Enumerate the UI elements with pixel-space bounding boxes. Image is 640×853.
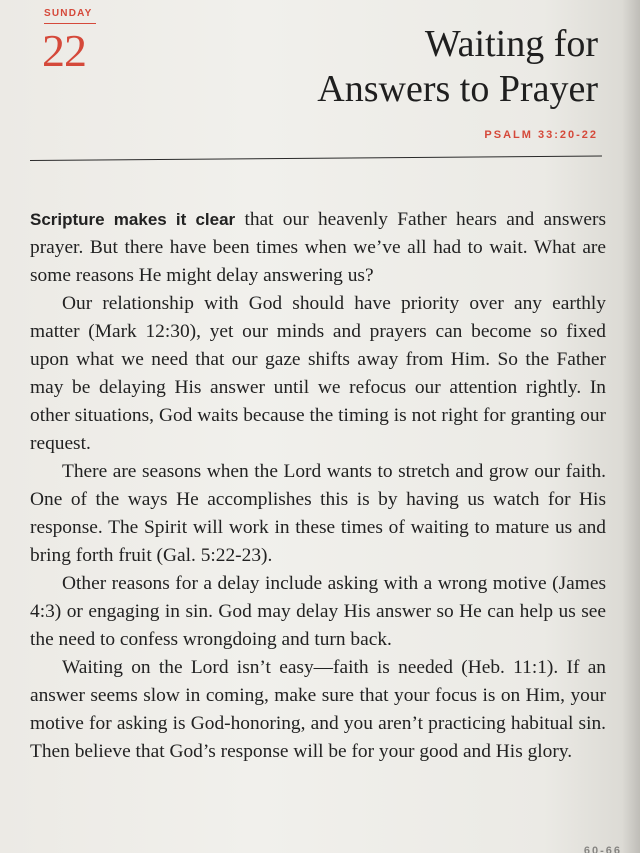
day-number: 22 (42, 25, 86, 76)
day-label: SUNDAY (44, 8, 93, 19)
page-title (178, 22, 598, 112)
page-title-line-2: Answers to Prayer (317, 68, 598, 110)
lead-in-phrase: Scripture makes it clear (30, 210, 236, 229)
paragraph-4: Other reasons for a delay include asking with a wrong motive (James 4:3) or engaging in sin. God may delay His answer so He can help us see the need to confess wrongdoing and turn back. (30, 573, 606, 650)
paragraph-3: There are seasons when the Lord wants to stretch and grow our faith. One of the ways He accomplishes this is by having us watch for His response. The Spirit will work in these times of waiting to mature us and bring forth fruit (Gal. 5:22-23). (30, 461, 606, 566)
day-label-underline (44, 23, 96, 24)
paragraph-1 (30, 206, 606, 290)
page-title-line-1: Waiting for (424, 23, 598, 65)
footer-reference-fragment: 60-66 (583, 845, 622, 853)
paragraph-5: Waiting on the Lord isn’t easy—faith is needed (Heb. 11:1). If an answer seems slow in coming, make sure that your focus is on Him, your motive for asking is God-honoring, and you aren’t practicing habitual sin. Then believe that God’s response will be for your good and His glory. (30, 657, 606, 762)
header-divider (30, 156, 602, 161)
paragraph-1-text: that our heavenly Father hears and answers prayer. But there have been times when we’ve all had to wait. What are some reasons He might delay answering us? (30, 209, 606, 286)
page-gutter-shadow (622, 0, 640, 853)
scripture-reference: PSALM 33:20-22 (484, 129, 598, 141)
paragraph-2: Our relationship with God should have priority over any earthly matter (Mark 12:30), yet our minds and prayers can become so fixed upon what we need that our gaze shifts away from Him. So the Father may be delaying His answer until we refocus our attention rightly. In other situations, God waits because the timing is not right for granting our request. (30, 293, 606, 454)
devotional-body (30, 206, 606, 766)
